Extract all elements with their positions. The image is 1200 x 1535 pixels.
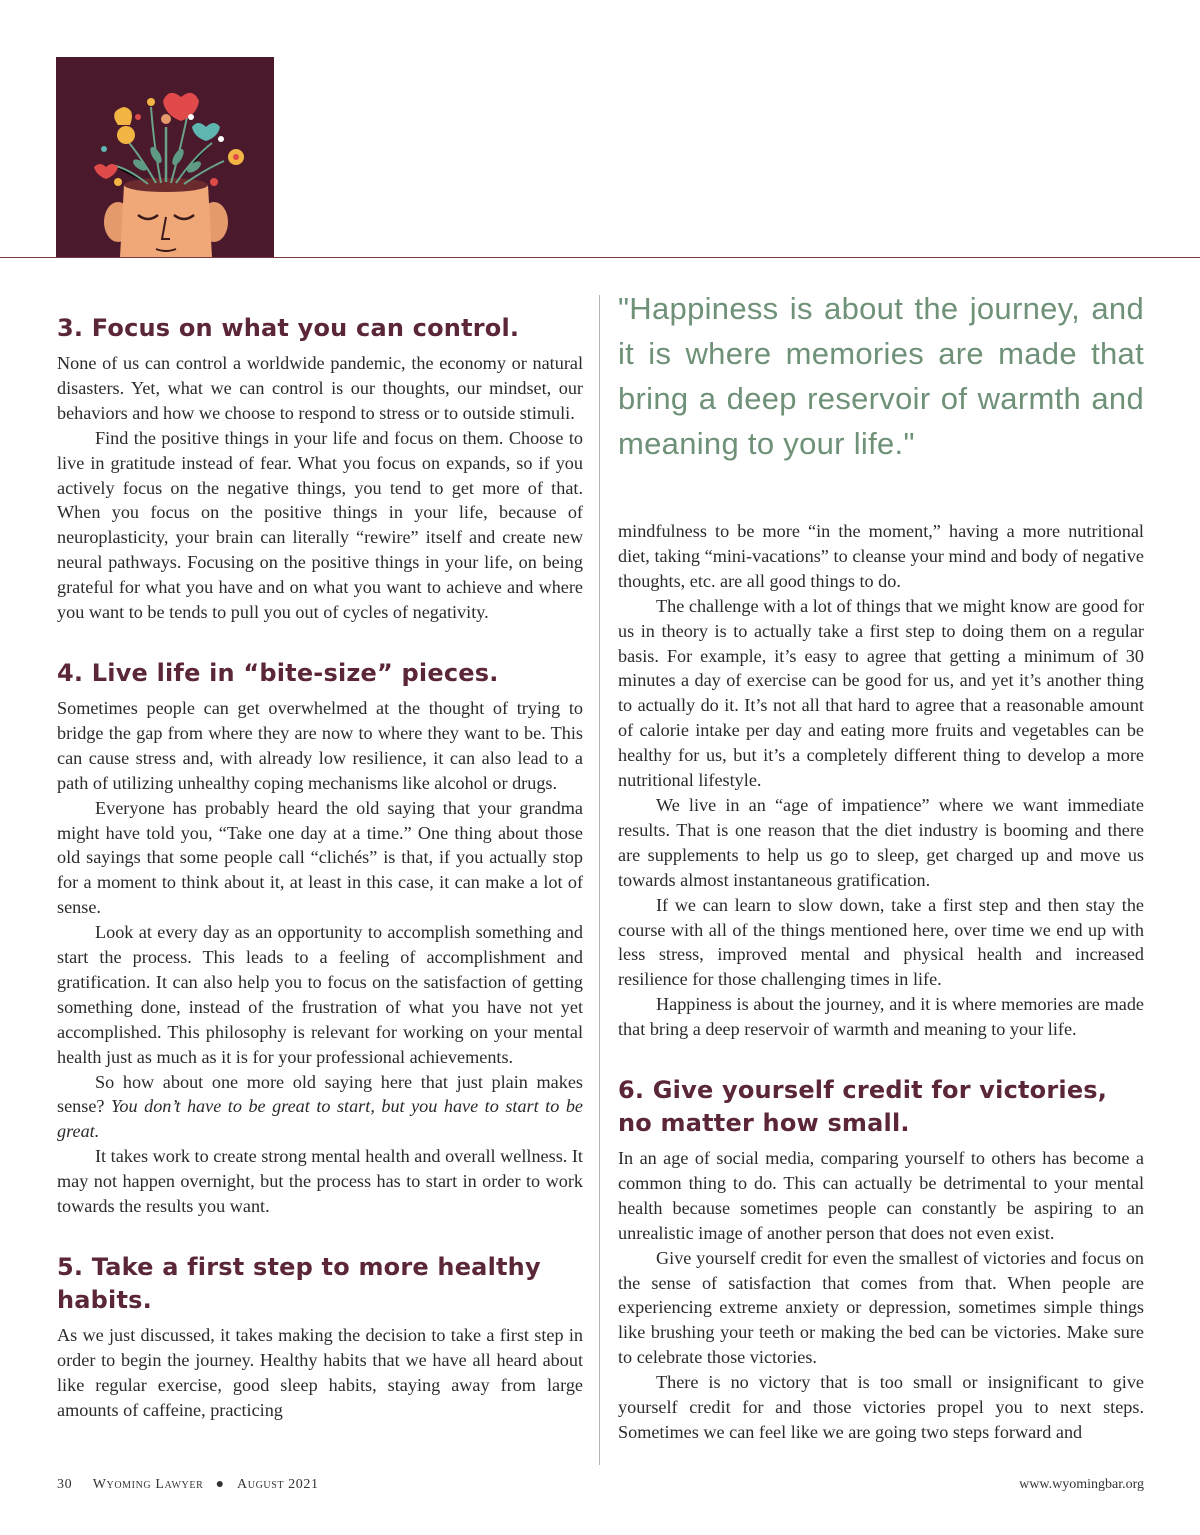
page-number: 30	[57, 1477, 73, 1492]
section-5-paragraph: If we can learn to slow down, take a first step and then stay the course with all of the things mentioned here, over time we end up with less stress, improved mental and physical health and increased resilience for those challenging times in life.	[618, 894, 1144, 990]
section-3-paragraph: Find the positive things in your life and focus on them. Choose to live in gratitude instead of fear. What you focus on expands, so if you actively focus on the negative things, you tend to get more of that. When you focus on the positive things in your life, because of neuroplasticity, your brain can literally “rewire” itself and create new neural pathways. Focusing on the positive things in your life, on being grateful for what you have and on what you want to achieve and where you want to be tends to pull you out of cycles of negativity.	[57, 427, 583, 623]
website-link[interactable]: www.wyomingbar.org	[1019, 1477, 1144, 1492]
pull-quote: "Happiness is about the journey, and it is where memories are made that bring a deep reservoir of warmth and meaning to your life."	[618, 291, 1144, 461]
issue-date: August 2021	[237, 1477, 319, 1492]
section-6-paragraph: In an age of social media, comparing yourself to others has become a common thing to do. This can actually be detrimental to your mental health because sometimes people can constantly be aspiring to an unrealistic image of another person that does not even exist.	[618, 1148, 1144, 1243]
section-4-paragraph: It takes work to create strong mental health and overall wellness. It may not happen overnight, but the process has to start in order to work towards the results you want.	[57, 1146, 583, 1217]
bullet-icon: ●	[215, 1477, 225, 1492]
right-column	[618, 519, 1144, 1445]
section-5-heading: 5. Take a first step to more healthy habits.	[57, 1253, 541, 1314]
section-5-paragraph: Happiness is about the journey, and it is where memories are made that bring a deep reservoir of warmth and meaning to your life.	[618, 994, 1144, 1040]
left-column	[57, 312, 583, 1423]
section-5-paragraph: mindfulness to be more “in the moment,” having a more nutritional diet, taking “mini-vacations” to cleanse your mind and body of negative thoughts, etc. are all good things to do.	[618, 521, 1144, 591]
saying-lead: So how about one more old saying here that just plain makes sense?	[57, 1071, 583, 1117]
section-3-heading: 3. Focus on what you can control.	[57, 314, 520, 342]
section-5-paragraph: As we just discussed, it takes making the decision to take a first step in order to begin the journey. Healthy habits that we have all heard about like regular exercise, good sleep habits, staying away from large amounts of caffeine, practicing	[57, 1325, 583, 1420]
section-4-paragraph: Everyone has probably heard the old saying that your grandma might have told you, “Take one day at a time.” One thing about those old sayings that some people call “clichés” is that, if you actually stop for a moment to think about it, at least in this case, it can make a lot of sense.	[57, 797, 583, 918]
head-with-flowers-icon	[56, 57, 274, 257]
header-rule	[0, 257, 1200, 258]
section-6-heading: 6. Give yourself credit for victories, no matter how small.	[618, 1076, 1108, 1138]
section-4-heading: 4. Live life in “bite-size” pieces.	[57, 658, 499, 687]
header-illustration	[56, 57, 274, 257]
section-5-paragraph: The challenge with a lot of things that we might know are good for us in theory is to actually take a first step to doing them on a regular basis. For example, it’s easy to agree that getting a minimum of 30 minutes a day of exercise can be good for us, and yet it’s another thing to actually do it. It’s not all that hard to agree that a reasonable amount of calorie intake per day and eating more fruits and vegetables can be healthy for us, but it’s a completely different thing to develop a more nutritional lifestyle.	[618, 595, 1144, 791]
section-3-paragraph: None of us can control a worldwide pandemic, the economy or natural disasters. Yet, what we can control is our thoughts, our mindset, our behaviors and how we choose to respond to stress or to outside stimuli.	[57, 353, 583, 423]
footer-left	[57, 1477, 319, 1493]
column-divider	[599, 295, 600, 1465]
saying-italic: You don’t have to be great to start, but you have to start to be great.	[57, 1096, 583, 1142]
publication-name: Wyoming Lawyer	[92, 1477, 204, 1492]
section-6-paragraph: Give yourself credit for even the smallest of victories and focus on the sense of satisfaction that comes from that. When people are experiencing extreme anxiety or depression, sometimes simple things like brushing your teeth or making the bed can be victories. Make sure to celebrate those victories.	[618, 1247, 1144, 1368]
section-5-paragraph: We live in an “age of impatience” where we want immediate results. That is one reason that the diet industry is booming and there are supplements to help us go to sleep, get charged up and move us towards almost instantaneous gratification.	[618, 794, 1144, 890]
section-6-paragraph: There is no victory that is too small or insignificant to give yourself credit for and those victories propel you to next steps. Sometimes we can feel like we are going two steps forward and	[618, 1372, 1144, 1442]
section-4-paragraph: Look at every day as an opportunity to accomplish something and start the process. This leads to a feeling of accomplishment and gratification. It can also help you to focus on the satisfaction of getting something done, instead of the frustration of what you have not yet accomplished. This philosophy is relevant for working on your mental health just as much as it is for your professional achievements.	[57, 922, 583, 1067]
section-4-paragraph	[57, 1070, 583, 1145]
section-4-paragraph: Sometimes people can get overwhelmed at the thought of trying to bridge the gap from where they are now to where they want to be. This can cause stress and, with already low resilience, it can also lead to a path of utilizing unhealthy coping mechanisms like alcohol or drugs.	[57, 697, 583, 793]
